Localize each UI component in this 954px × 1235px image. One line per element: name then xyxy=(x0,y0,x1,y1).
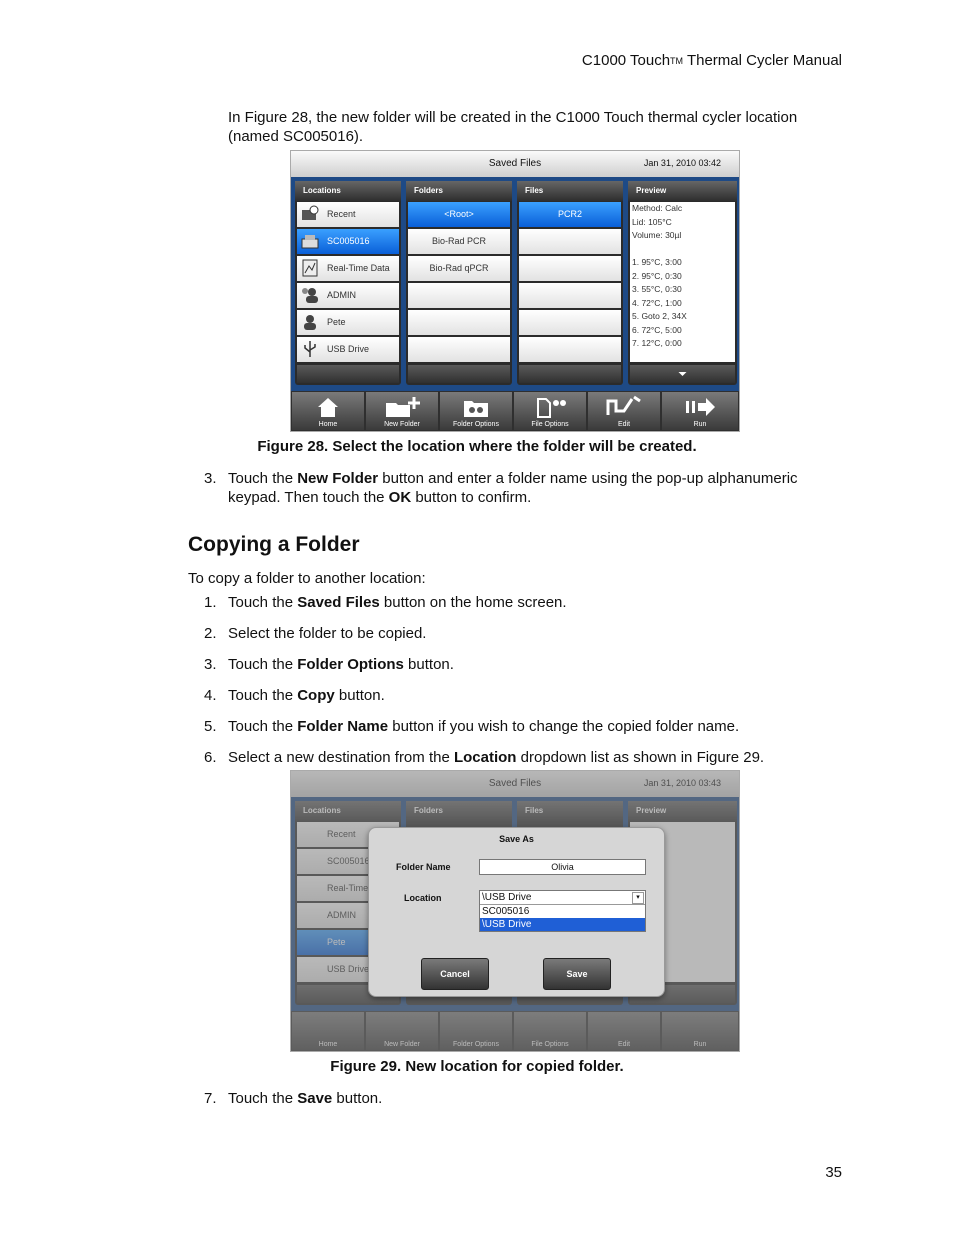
location-option-usb-drive[interactable]: \USB Drive xyxy=(480,918,645,931)
running-header: C1000 Touch™ Thermal Cycler Manual xyxy=(581,52,842,69)
user-icon xyxy=(301,313,319,331)
copy-step-3: 3. Touch the Folder Options button. xyxy=(204,656,454,673)
figure-29-caption: Figure 29. New location for copied folder. xyxy=(330,1058,624,1075)
chart-file-icon xyxy=(301,259,319,277)
copy-step-5: 5. Touch the Folder Name button if you wish to change the copied folder name. xyxy=(204,718,740,735)
copy-step-1: 1. Touch the Saved Files button on the home screen. xyxy=(204,594,567,611)
location-usb-drive[interactable]: USB Drive xyxy=(297,337,399,362)
folder-name-field[interactable]: Olivia xyxy=(479,859,646,875)
copy-step-6: 6. Select a new destination from the Location dropdown list as shown in Figure 29. xyxy=(204,749,765,766)
section-intro: To copy a folder to another location: xyxy=(188,570,426,587)
save-button[interactable]: Save xyxy=(543,958,611,990)
admin-user-icon xyxy=(301,286,319,304)
figure-28-screenshot xyxy=(290,150,740,432)
scroll-down-icon[interactable] xyxy=(630,365,735,383)
location-real-time-data[interactable]: Real-Time Data xyxy=(297,256,399,281)
intro-paragraph: In Figure 28, the new folder will be created in the C1000 Touch thermal cycler location (named SC005016). xyxy=(228,109,798,145)
folders-column: Folders <Root> Bio-Rad PCR Bio-Rad qPCR xyxy=(406,181,512,385)
cancel-button[interactable]: Cancel xyxy=(421,958,489,990)
copy-step-2: 2. Select the folder to be copied. xyxy=(204,625,427,642)
location-dropdown[interactable]: \USB Drive ▾ SC005016 \USB Drive xyxy=(479,890,646,932)
file-options-button[interactable]: File Options xyxy=(514,392,586,430)
run-arrow-icon xyxy=(684,395,716,419)
bottom-toolbar xyxy=(291,391,739,431)
location-admin[interactable]: ADMIN xyxy=(297,283,399,308)
folder-root[interactable]: <Root> xyxy=(408,202,510,227)
copy-step-7: 7. Touch the Save button. xyxy=(204,1090,383,1107)
figure-28-caption: Figure 28. Select the location where the folder will be created. xyxy=(257,438,697,455)
chevron-down-icon[interactable]: ▾ xyxy=(632,892,644,904)
file-options-icon xyxy=(532,395,568,419)
folder-options-button[interactable]: Folder Options xyxy=(440,392,512,430)
location-option-sc005016[interactable]: SC005016 xyxy=(482,906,530,917)
locations-column: Locations Recent SC005016 Real-Time Data ADMIN Pete USB Drive xyxy=(295,181,401,385)
new-folder-button[interactable]: New Folder xyxy=(366,392,438,430)
run-button[interactable]: Run xyxy=(662,392,738,430)
folder-options-icon xyxy=(462,395,490,419)
home-icon xyxy=(316,395,340,419)
section-heading: Copying a Folder xyxy=(188,533,360,556)
files-column: Files PCR2 xyxy=(517,181,623,385)
new-folder-icon xyxy=(382,395,422,419)
thermal-cycler-icon xyxy=(301,232,319,250)
location-sc005016[interactable]: SC005016 xyxy=(297,229,399,254)
step-3-new-folder: 3. Touch the New Folder button and enter a folder name using the pop-up alphanumeric keypad. Then touch the OK button to confirm. xyxy=(204,470,798,506)
location-pete[interactable]: Pete xyxy=(297,310,399,335)
copy-step-4: 4. Touch the Copy button. xyxy=(204,687,385,704)
folder-bio-rad-qpcr[interactable]: Bio-Rad qPCR xyxy=(408,256,510,281)
edit-protocol-icon xyxy=(604,395,644,419)
home-button[interactable]: Home xyxy=(292,392,364,430)
protocol-preview: Method: Calc Lid: 105°C Volume: 30µl 1. 95°C, 3:00 2. 95°C, 0:30 3. 55°C, 0:30 4. 72°C, 1:00 5. Goto 2, 34X 6. 72°C, 5:00 7. 12°C, 0:00 xyxy=(630,202,735,362)
edit-button[interactable]: Edit xyxy=(588,392,660,430)
file-pcr2[interactable]: PCR2 xyxy=(519,202,621,227)
folder-clock-icon xyxy=(301,205,319,223)
page-number: 35 xyxy=(825,1164,842,1181)
figure-29-screenshot xyxy=(290,770,740,1052)
save-as-dialog: Save As Folder Name Olivia Location \USB Drive ▾ SC005016 \USB Drive Cancel Save xyxy=(368,827,665,997)
titlebar: Saved Files Jan 31, 2010 03:42 xyxy=(291,151,739,177)
preview-column: Preview Method: Calc Lid: 105°C Volume: 30µl 1. 95°C, 3:00 2. 95°C, 0:30 3. 55°C, 0:30 4. 72°C, 1:00 5. Goto 2, 34X 6. 72°C, 5:00 7. 12°C, 0:00 xyxy=(628,181,737,385)
location-recent[interactable]: Recent xyxy=(297,202,399,227)
folder-bio-rad-pcr[interactable]: Bio-Rad PCR xyxy=(408,229,510,254)
usb-icon xyxy=(301,340,319,358)
